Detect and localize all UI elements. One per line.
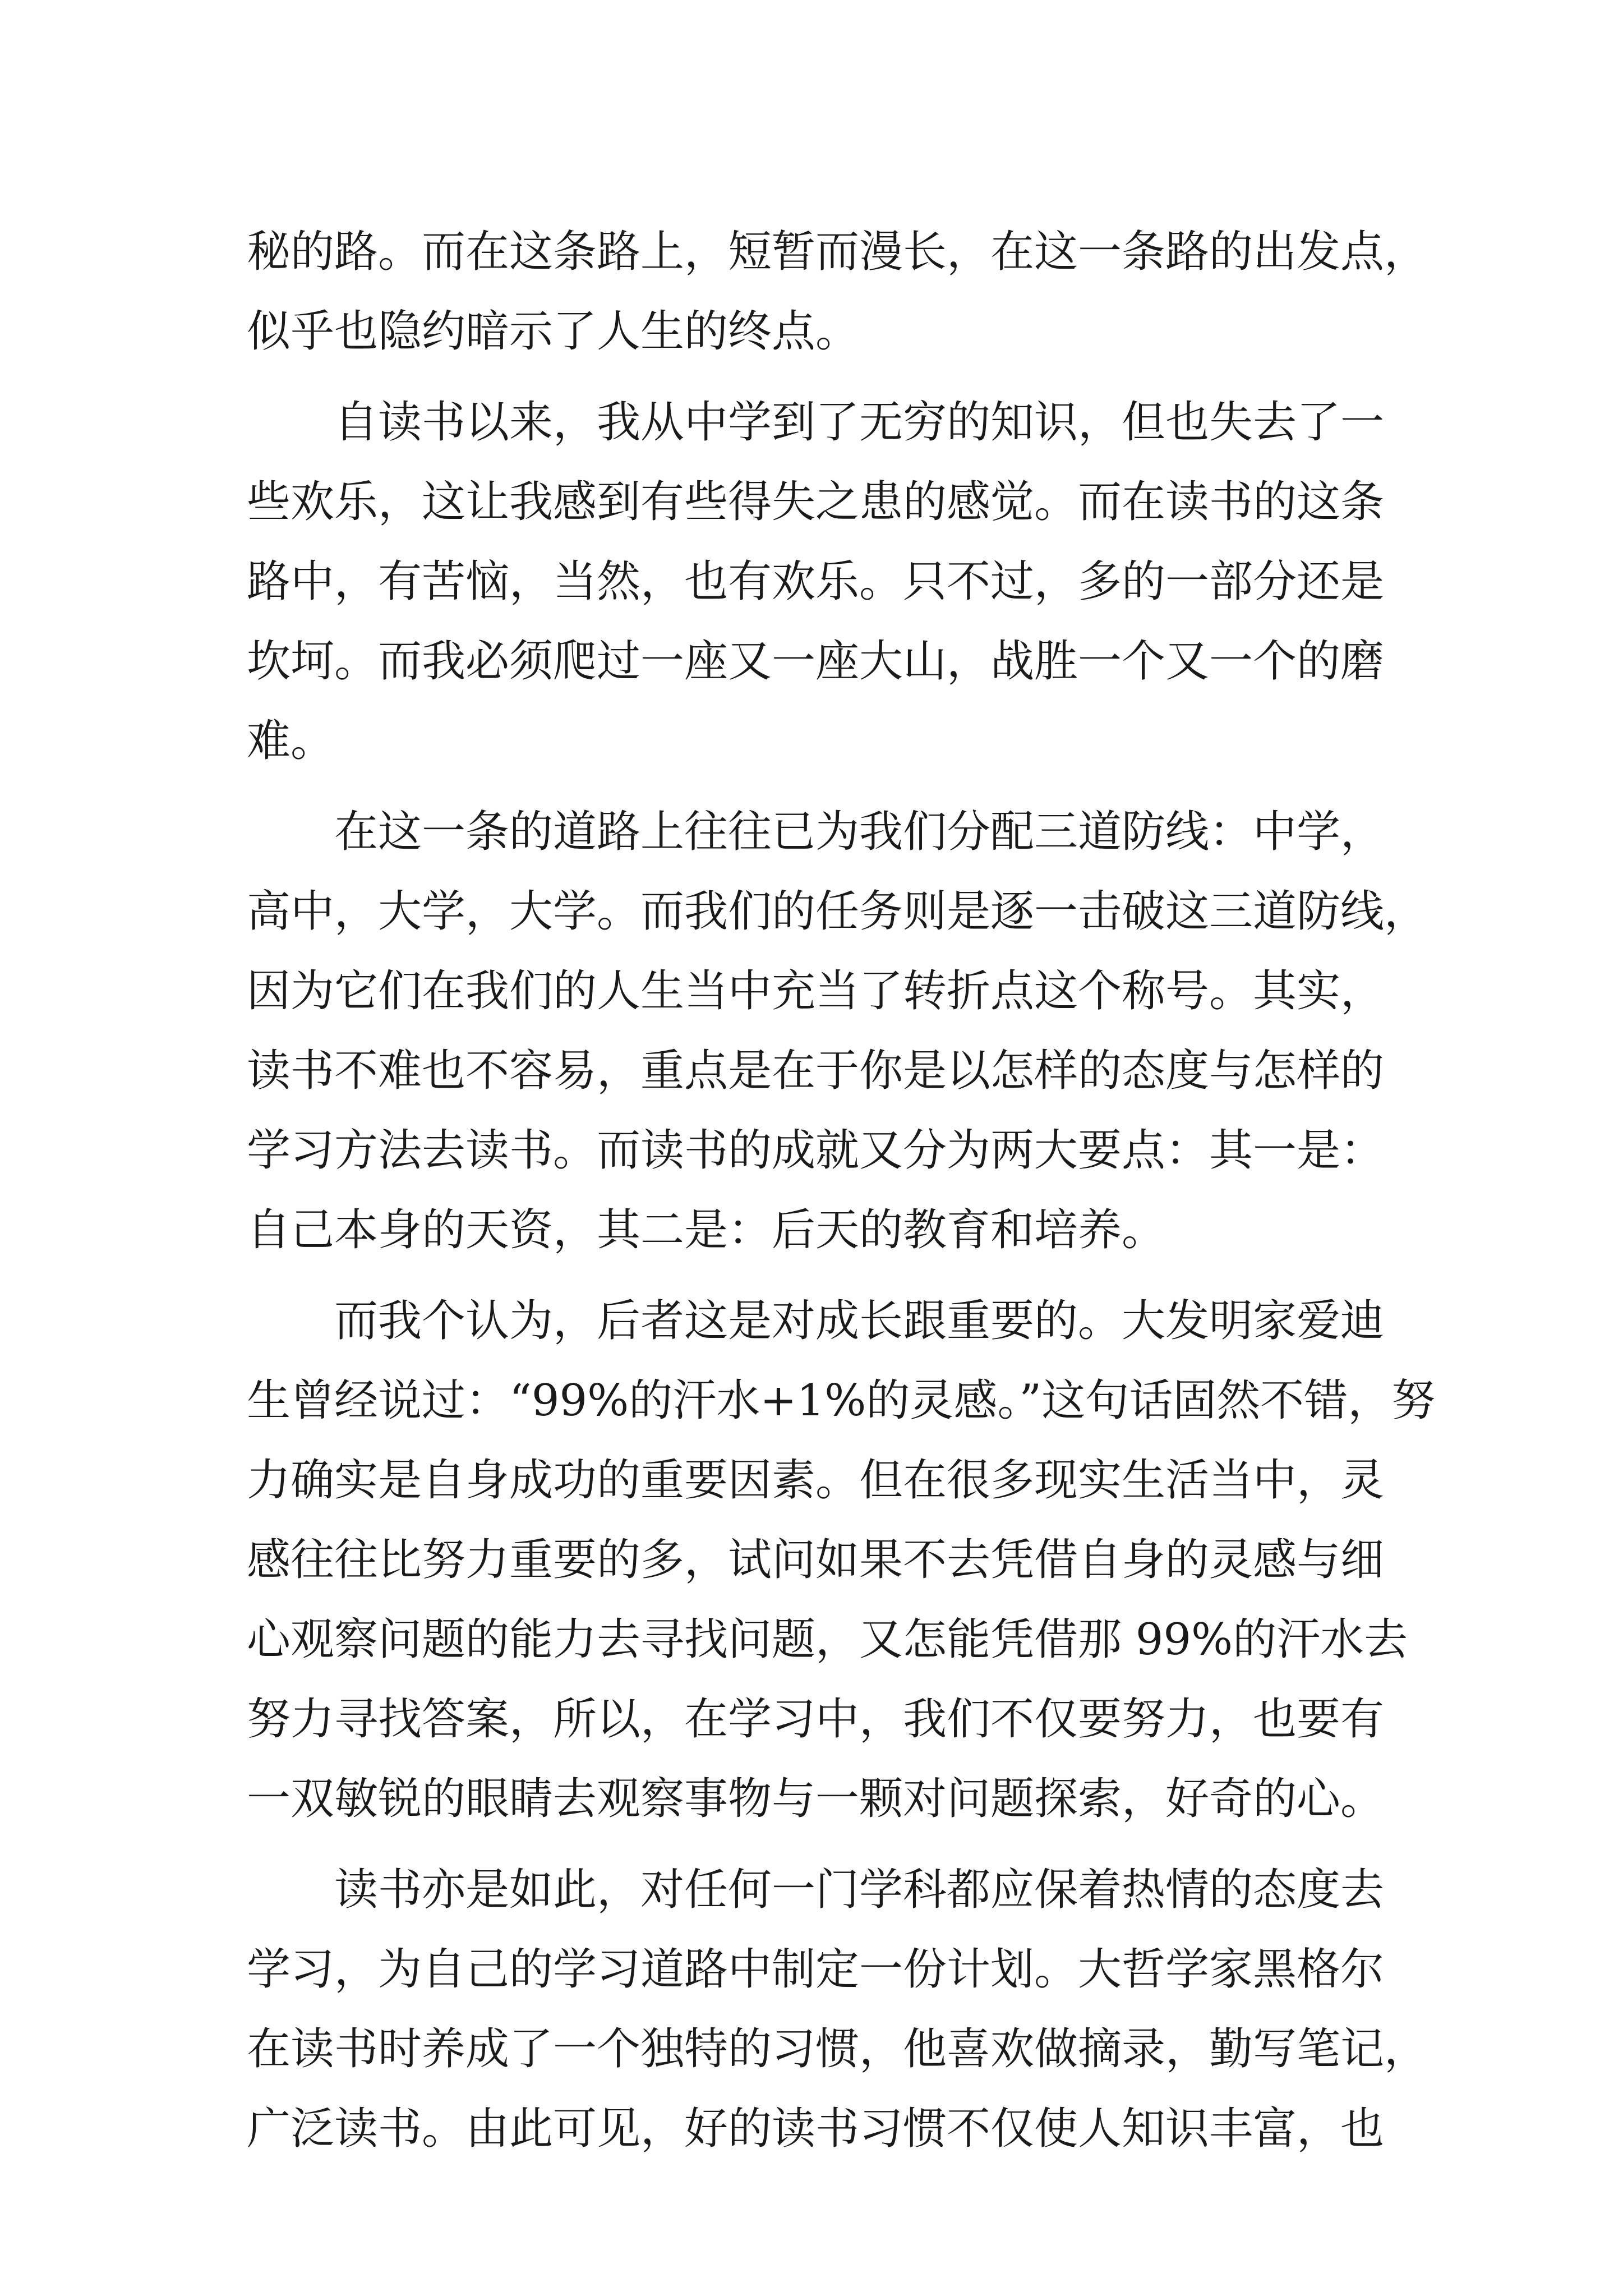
text-line: 力确实是自身成功的重要因素。但在很多现实生活当中，灵: [247, 1455, 1385, 1506]
text-line: 因为它们在我们的人生当中充当了转折点这个称号。其实，: [247, 966, 1385, 1016]
text-line: 秘的路。而在这条路上，短暂而漫长，在这一条路的出发点，: [247, 227, 1428, 277]
text-line: 学习，为自己的学习道路中制定一份计划。大哲学家黑格尔: [247, 1944, 1385, 1995]
paragraph-5: [247, 1850, 1428, 2169]
text-line: 感往往比努力重要的多，试问如果不去凭借自身的灵感与细: [247, 1535, 1385, 1585]
text-line: 学习方法去读书。而读书的成就又分为两大要点：其一是：: [247, 1125, 1385, 1176]
paragraph-1: [247, 212, 1428, 371]
text-line: 路中，有苦恼，当然，也有欢乐。只不过，多的一部分还是: [247, 556, 1385, 607]
text-line: 自读书以来，我从中学到了无穷的知识，但也失去了一: [247, 397, 1385, 448]
text-line: 似乎也隐约暗示了人生的终点。: [247, 306, 860, 357]
text-line: 努力寻找答案，所以，在学习中，我们不仅要努力，也要有: [247, 1694, 1385, 1745]
text-line: 读书不难也不容易，重点是在于你是以怎样的态度与怎样的: [247, 1046, 1385, 1096]
paragraph-4: [247, 1281, 1436, 1839]
text-line: 难。: [247, 716, 335, 766]
text-line: 而我个认为，后者这是对成长跟重要的。大发明家爱迪: [247, 1296, 1385, 1346]
text-line: 读书亦是如此，对任何一门学科都应保着热情的态度去: [247, 1865, 1385, 1915]
text-line: 一双敏锐的眼睛去观察事物与一颗对问题探索，好奇的心。: [247, 1774, 1385, 1824]
text-line: 在读书时养成了一个独特的习惯，他喜欢做摘录，勤写笔记，: [247, 2024, 1428, 2074]
text-line: 些欢乐，这让我感到有些得失之患的感觉。而在读书的这条: [247, 477, 1385, 527]
text-line: 广泛读书。由此可见，好的读书习惯不仅使人知识丰富，也: [247, 2104, 1385, 2154]
text-line: 生曾经说过：“99%的汗水+1%的灵感。”这句话固然不错，努: [247, 1375, 1436, 1426]
body-text: [247, 212, 1436, 2169]
text-line: 在这一条的道路上往往已为我们分配三道防线：中学，: [247, 807, 1385, 857]
text-line: 心观察问题的能力去寻找问题，又怎能凭借那 99%的汗水去: [247, 1614, 1408, 1665]
paragraph-2: [247, 383, 1385, 781]
text-line: 高中，大学，大学。而我们的任务则是逐一击破这三道防线，: [247, 886, 1428, 937]
text-line: 坎坷。而我必须爬过一座又一座大山，战胜一个又一个的磨: [247, 636, 1385, 687]
paragraph-3: [247, 792, 1428, 1270]
text-line: 自己本身的天资，其二是：后天的教育和培养。: [247, 1205, 1166, 1255]
